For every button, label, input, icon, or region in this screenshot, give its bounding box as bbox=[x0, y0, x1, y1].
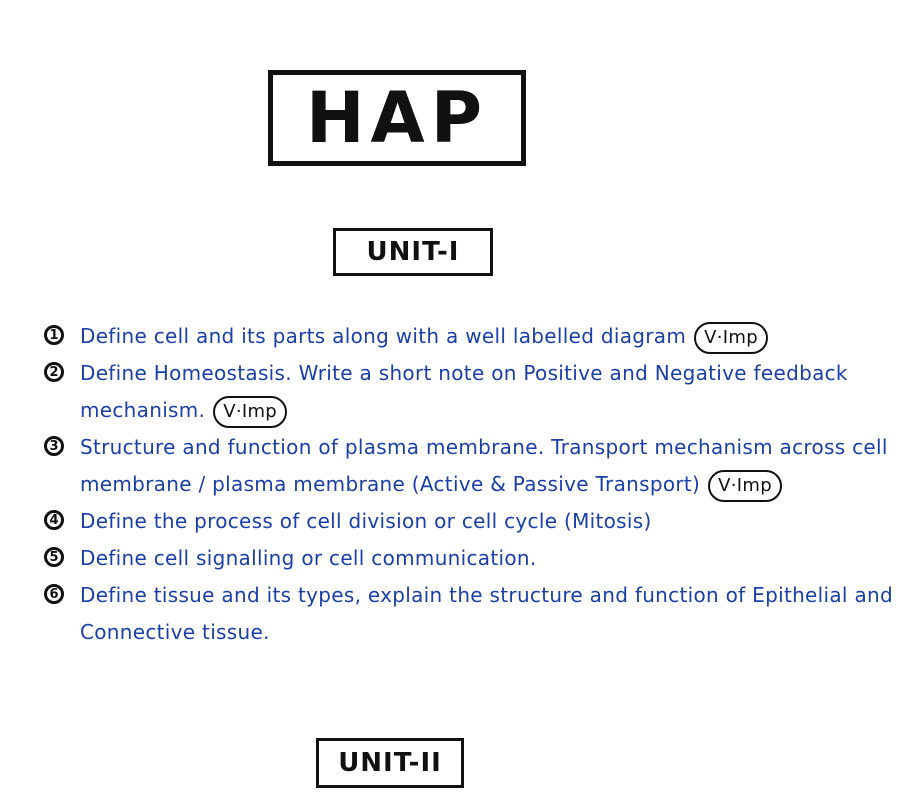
question-text: Define tissue and its types, explain the structure and function of Epithelial and Connective tissue. bbox=[80, 583, 893, 644]
question-item bbox=[44, 355, 894, 429]
question-text: Define cell and its parts along with a well labelled diagram bbox=[80, 324, 687, 348]
question-number: 2 bbox=[44, 355, 80, 382]
question-item bbox=[44, 540, 894, 577]
question-text: Define cell signalling or cell communication. bbox=[80, 546, 537, 570]
page-title-box bbox=[268, 70, 526, 166]
question-item bbox=[44, 577, 894, 651]
question-item bbox=[44, 503, 894, 540]
question-text: Structure and function of plasma membrane. Transport mechanism across cell membrane / plasma membrane (Active & Passive Transport) bbox=[80, 435, 888, 496]
question-number: 6 bbox=[44, 577, 80, 604]
page-title: HAP bbox=[305, 77, 489, 159]
unit-1-heading: UNIT-I bbox=[333, 228, 493, 276]
question-number: 5 bbox=[44, 540, 80, 567]
question-number: 3 bbox=[44, 429, 80, 456]
question-item bbox=[44, 318, 894, 355]
very-important-badge: V·Imp bbox=[694, 322, 768, 354]
very-important-badge: V·Imp bbox=[213, 396, 287, 428]
very-important-badge: V·Imp bbox=[708, 470, 782, 502]
unit-1-question-list bbox=[44, 318, 894, 651]
question-text: Define the process of cell division or cell cycle (Mitosis) bbox=[80, 509, 652, 533]
question-item bbox=[44, 429, 894, 503]
unit-2-heading: UNIT-II bbox=[316, 738, 464, 788]
question-text: Define Homeostasis. Write a short note on Positive and Negative feedback mechanism. bbox=[80, 361, 848, 422]
question-number: 1 bbox=[44, 318, 80, 345]
question-number: 4 bbox=[44, 503, 80, 530]
